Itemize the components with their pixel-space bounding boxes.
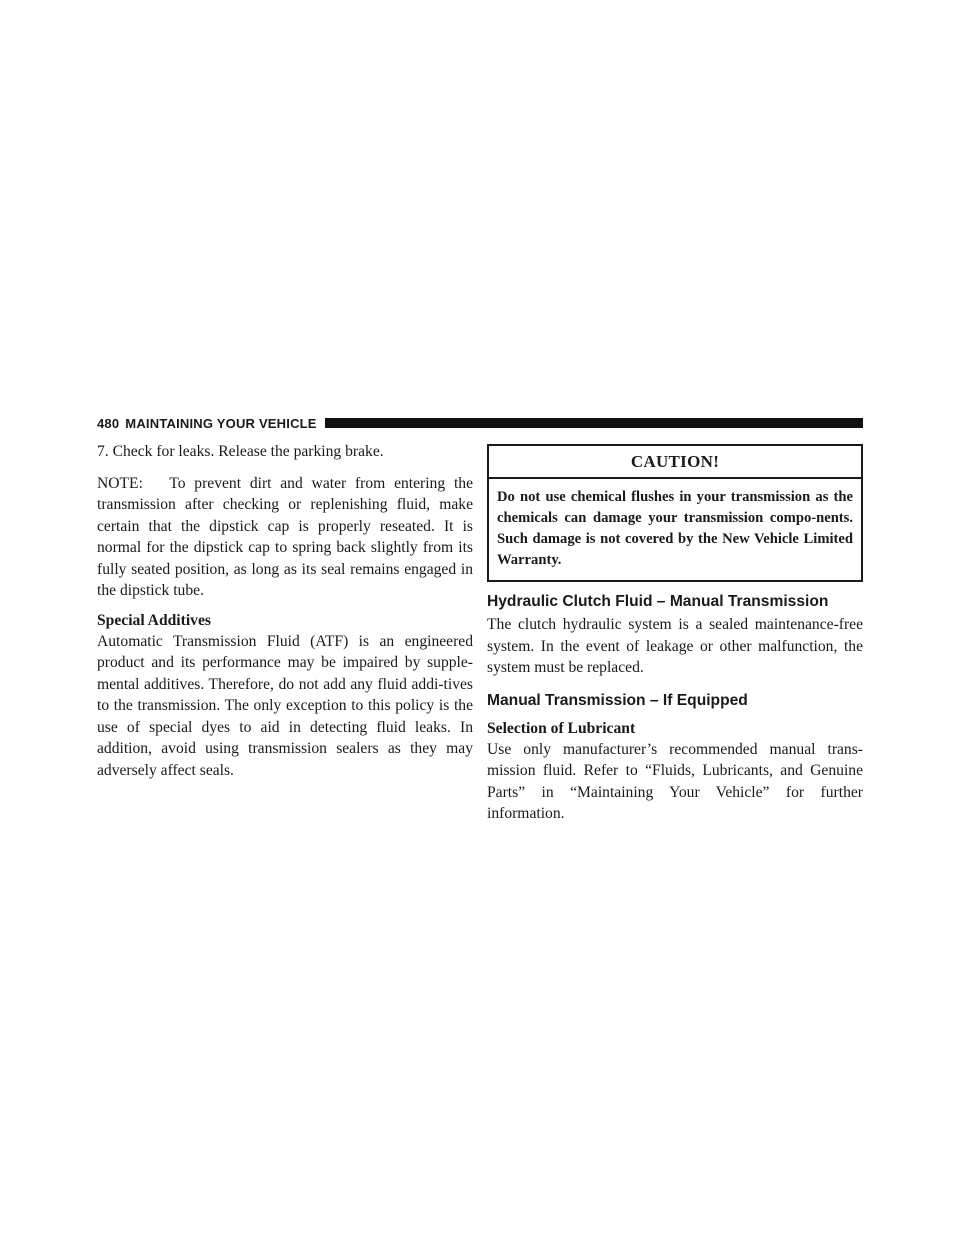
- page-number: 480: [97, 415, 120, 431]
- page-header: [97, 416, 863, 430]
- caution-title: CAUTION!: [489, 446, 861, 479]
- section-title: MAINTAINING YOUR VEHICLE: [125, 415, 317, 431]
- step-7: 7. Check for leaks. Release the parking brake.: [97, 443, 384, 460]
- hydraulic-clutch-heading: Hydraulic Clutch Fluid – Manual Transmission: [487, 593, 829, 610]
- left-column: [97, 441, 473, 781]
- selection-of-lubricant-heading: Selection of Lubricant: [487, 719, 636, 737]
- special-additives-heading: Special Additives: [97, 611, 211, 629]
- note-text: To prevent dirt and water from entering the transmission after checking or replenishing fluid, make certain that the dipstick cap is properly reseated. It is normal for the dipstick cap to spring back slightly from its fully seated position, as long as its seal remains engaged in the dipstick tube.: [97, 474, 473, 599]
- selection-of-lubricant-text: Use only manufacturer’s recommended manual trans-mission fluid. Refer to “Fluids, Lubricants, and Genuine Parts” in “Maintaining Your Vehicle” for further information.: [487, 740, 863, 822]
- caution-text: Do not use chemical flushes in your transmission as the chemicals can damage your transmission compo-nents. Such damage is not covered by the New Vehicle Limited Warranty.: [497, 489, 853, 568]
- right-column: [487, 441, 863, 825]
- special-additives-text: Automatic Transmission Fluid (ATF) is an engineered product and its performance may be impaired by supple-mental additives. Therefore, do not add any fluid addi-tives to the transmission. The only exception to this policy is the use of special dyes to aid in detecting fluid leaks. In addition, avoid using transmission sealers as they may adversely affect seals.: [97, 632, 473, 779]
- note-paragraph: [97, 473, 473, 602]
- manual-transmission-heading: Manual Transmission – If Equipped: [487, 691, 748, 709]
- note-label: NOTE:: [97, 474, 143, 492]
- caution-box: [487, 444, 863, 582]
- hydraulic-clutch-text: The clutch hydraulic system is a sealed maintenance-free system. In the event of leakage or other malfunction, the system must be replaced.: [487, 616, 863, 676]
- header-rule: [325, 418, 863, 428]
